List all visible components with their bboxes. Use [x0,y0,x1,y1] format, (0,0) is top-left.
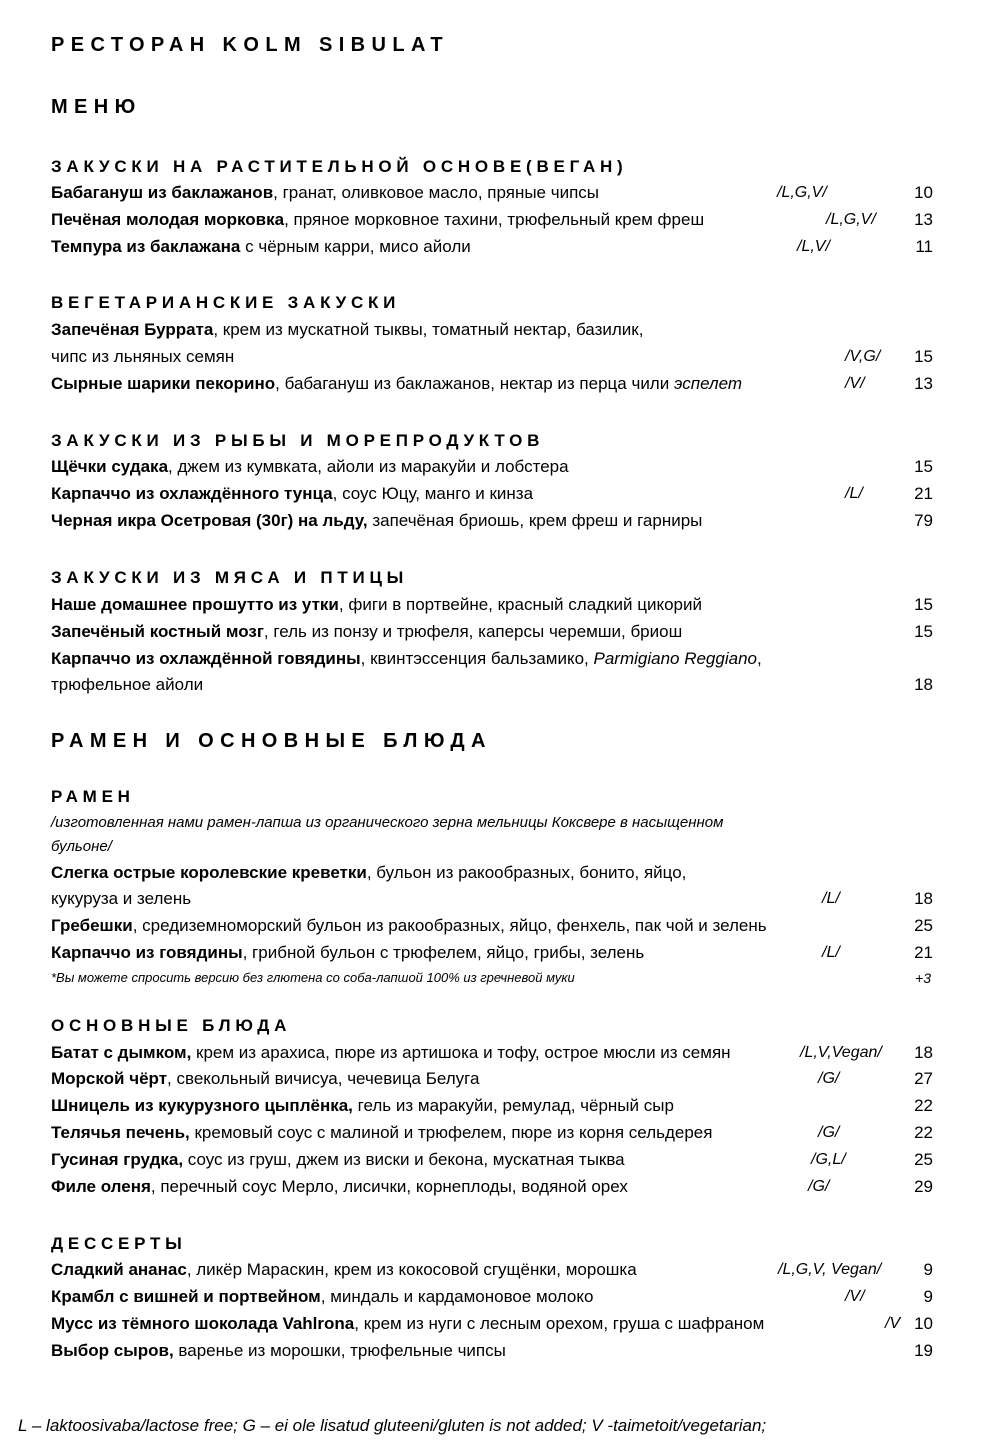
item-price: 25 [914,1150,933,1169]
item-price: 13 [914,374,933,393]
item-price: 22 [914,1096,933,1115]
item-tags: /L/ [822,944,840,961]
section-heading-fish: ЗАКУСКИ ИЗ РЫБЫ И МОРЕПРОДУКТОВ [51,431,545,450]
item-tags: /L,G,V/ [826,211,876,228]
restaurant-title: РЕСТОРАН KOLM SIBULAT [51,34,449,56]
item-price: 15 [914,595,933,614]
menu-item: Филе оленя, перечный соус Мерло, лисички, корнеплоды, водяной орех [51,1177,628,1196]
item-tags: /G,L/ [811,1151,846,1168]
menu-item: Телячья печень, кремовый соус с малиной и трюфелем, пюре из корня сельдерея [51,1123,713,1142]
item-tags: /L,G,V/ [777,184,827,201]
item-price: 21 [914,484,933,503]
section-heading-vegetarian: ВЕГЕТАРИАНСКИЕ ЗАКУСКИ [51,293,401,312]
menu-item: Карпаччо из говядины, грибной бульон с трюфелем, яйцо, грибы, зелень [51,943,645,962]
item-tags: /L,V/ [797,238,830,255]
menu-item: Мусс из тёмного шоколада Vahlrona, крем из нуги с лесным орехом, груша с шафраном [51,1314,765,1333]
item-price: 79 [914,511,933,530]
item-price: 18 [914,1043,933,1062]
menu-item-continued: кукуруза и зелень [51,889,192,908]
menu-item: Слегка острые королевские креветки, бульон из ракообразных, бонито, яйцо, [51,863,687,882]
item-price: 19 [914,1341,933,1360]
item-tags: /L/ [845,485,863,502]
item-price: 18 [914,889,933,908]
ramen-note-continued: бульоне/ [51,838,112,855]
menu-item: Выбор сыров, варенье из морошки, трюфельные чипсы [51,1341,506,1360]
ramen-note: /изготовленная нами рамен-лапша из органического зерна мельницы Коксвере в насыщенном [51,814,724,831]
menu-item: Черная икра Осетровая (30г) на льду, запечёная бриошь, крем фреш и гарниры [51,511,703,530]
item-tags: /G/ [808,1178,830,1195]
item-tags: /L/ [822,890,840,907]
item-price: 10 [914,1314,933,1333]
item-price: 15 [914,347,933,366]
item-price: 15 [914,457,933,476]
item-price: 18 [914,675,933,694]
soba-note: *Вы можете спросить версию без глютена со соба-лапшой 100% из гречневой муки [51,970,575,985]
section-heading-meat: ЗАКУСКИ ИЗ МЯСА И ПТИЦЫ [51,568,409,587]
menu-item: Бабагануш из баклажанов, гранат, оливковое масло, пряные чипсы [51,183,600,202]
item-price: 22 [914,1123,933,1142]
menu-item: Карпаччо из охлаждённого тунца, соус Юцу, манго и кинза [51,484,534,503]
item-tags: /V/ [845,1288,865,1305]
mains-title: РАМЕН И ОСНОВНЫЕ БЛЮДА [51,730,492,752]
item-tags: /G/ [818,1070,840,1087]
menu-item: Запечёная Буррата, крем из мускатной тыквы, томатный нектар, базилик, [51,320,644,339]
item-price: 15 [914,622,933,641]
menu-item: Сырные шарики пекорино, бабагануш из баклажанов, нектар из перца чили эспелет [51,374,743,393]
item-price: 9 [923,1287,933,1306]
item-tags: /L,V,Vegan/ [800,1044,882,1061]
menu-item: Батат с дымком, крем из арахиса, пюре из артишока и тофу, острое мюсли из семян [51,1043,731,1062]
menu-item: Гусиная грудка, соус из груш, джем из виски и бекона, мускатная тыква [51,1150,625,1169]
item-price: 29 [914,1177,933,1196]
item-price: 27 [914,1069,933,1088]
menu-item: Печёная молодая морковка, пряное морковное тахини, трюфельный крем фреш [51,210,705,229]
section-heading-main-dishes: ОСНОВНЫЕ БЛЮДА [51,1016,292,1035]
item-price: 11 [915,237,933,256]
item-price: 13 [914,210,933,229]
allergen-legend: L – laktoosivaba/lactose free; G – ei ole lisatud gluteeni/gluten is not added; V -taimetoit/vegetarian; [18,1416,767,1435]
item-tags: /V [885,1315,901,1332]
soba-price: +3 [915,970,931,986]
menu-item-continued: чипс из льняных семян [51,347,235,366]
section-heading-vegan: ЗАКУСКИ НА РАСТИТЕЛЬНОЙ ОСНОВЕ(ВЕГАН) [51,157,628,176]
menu-title: МЕНЮ [51,96,142,118]
menu-item: Морской чёрт, свекольный вичисуа, чечевица Белуга [51,1069,480,1088]
item-tags: /V/ [845,375,865,392]
menu-item: Темпура из баклажана с чёрным карри, мисо айоли [51,237,471,256]
menu-item: Сладкий ананас, ликёр Мараскин, крем из кокосовой сгущёнки, морошка [51,1260,637,1279]
menu-item: Крамбл с вишней и портвейном, миндаль и кардамоновое молоко [51,1287,594,1306]
item-price: 10 [914,183,933,202]
menu-item-continued: трюфельное айоли [51,675,204,694]
menu-item: Щёчки судака, джем из кумвката, айоли из маракуйи и лобстера [51,457,569,476]
item-price: 9 [923,1260,933,1279]
item-price: 25 [914,916,933,935]
section-heading-ramen: РАМЕН [51,787,135,806]
item-tags: /G/ [818,1124,840,1141]
item-price: 21 [914,943,933,962]
menu-item: Карпаччо из охлаждённой говядины, квинтэссенция бальзамико, Parmigiano Reggiano, [51,649,762,668]
item-tags: /V,G/ [845,348,881,365]
menu-item: Шницель из кукурузного цыплёнка, гель из маракуйи, ремулад, чёрный сыр [51,1096,674,1115]
section-heading-desserts: ДЕССЕРТЫ [51,1234,187,1253]
item-tags: /L,G,V, Vegan/ [778,1261,882,1278]
menu-item: Наше домашнее прошутто из утки, фиги в портвейне, красный сладкий цикорий [51,595,702,614]
menu-item: Запечёный костный мозг, гель из понзу и трюфеля, каперсы черемши, бриош [51,622,683,641]
menu-item: Гребешки, средиземноморский бульон из ракообразных, яйцо, фенхель, пак чой и зелень [51,916,767,935]
